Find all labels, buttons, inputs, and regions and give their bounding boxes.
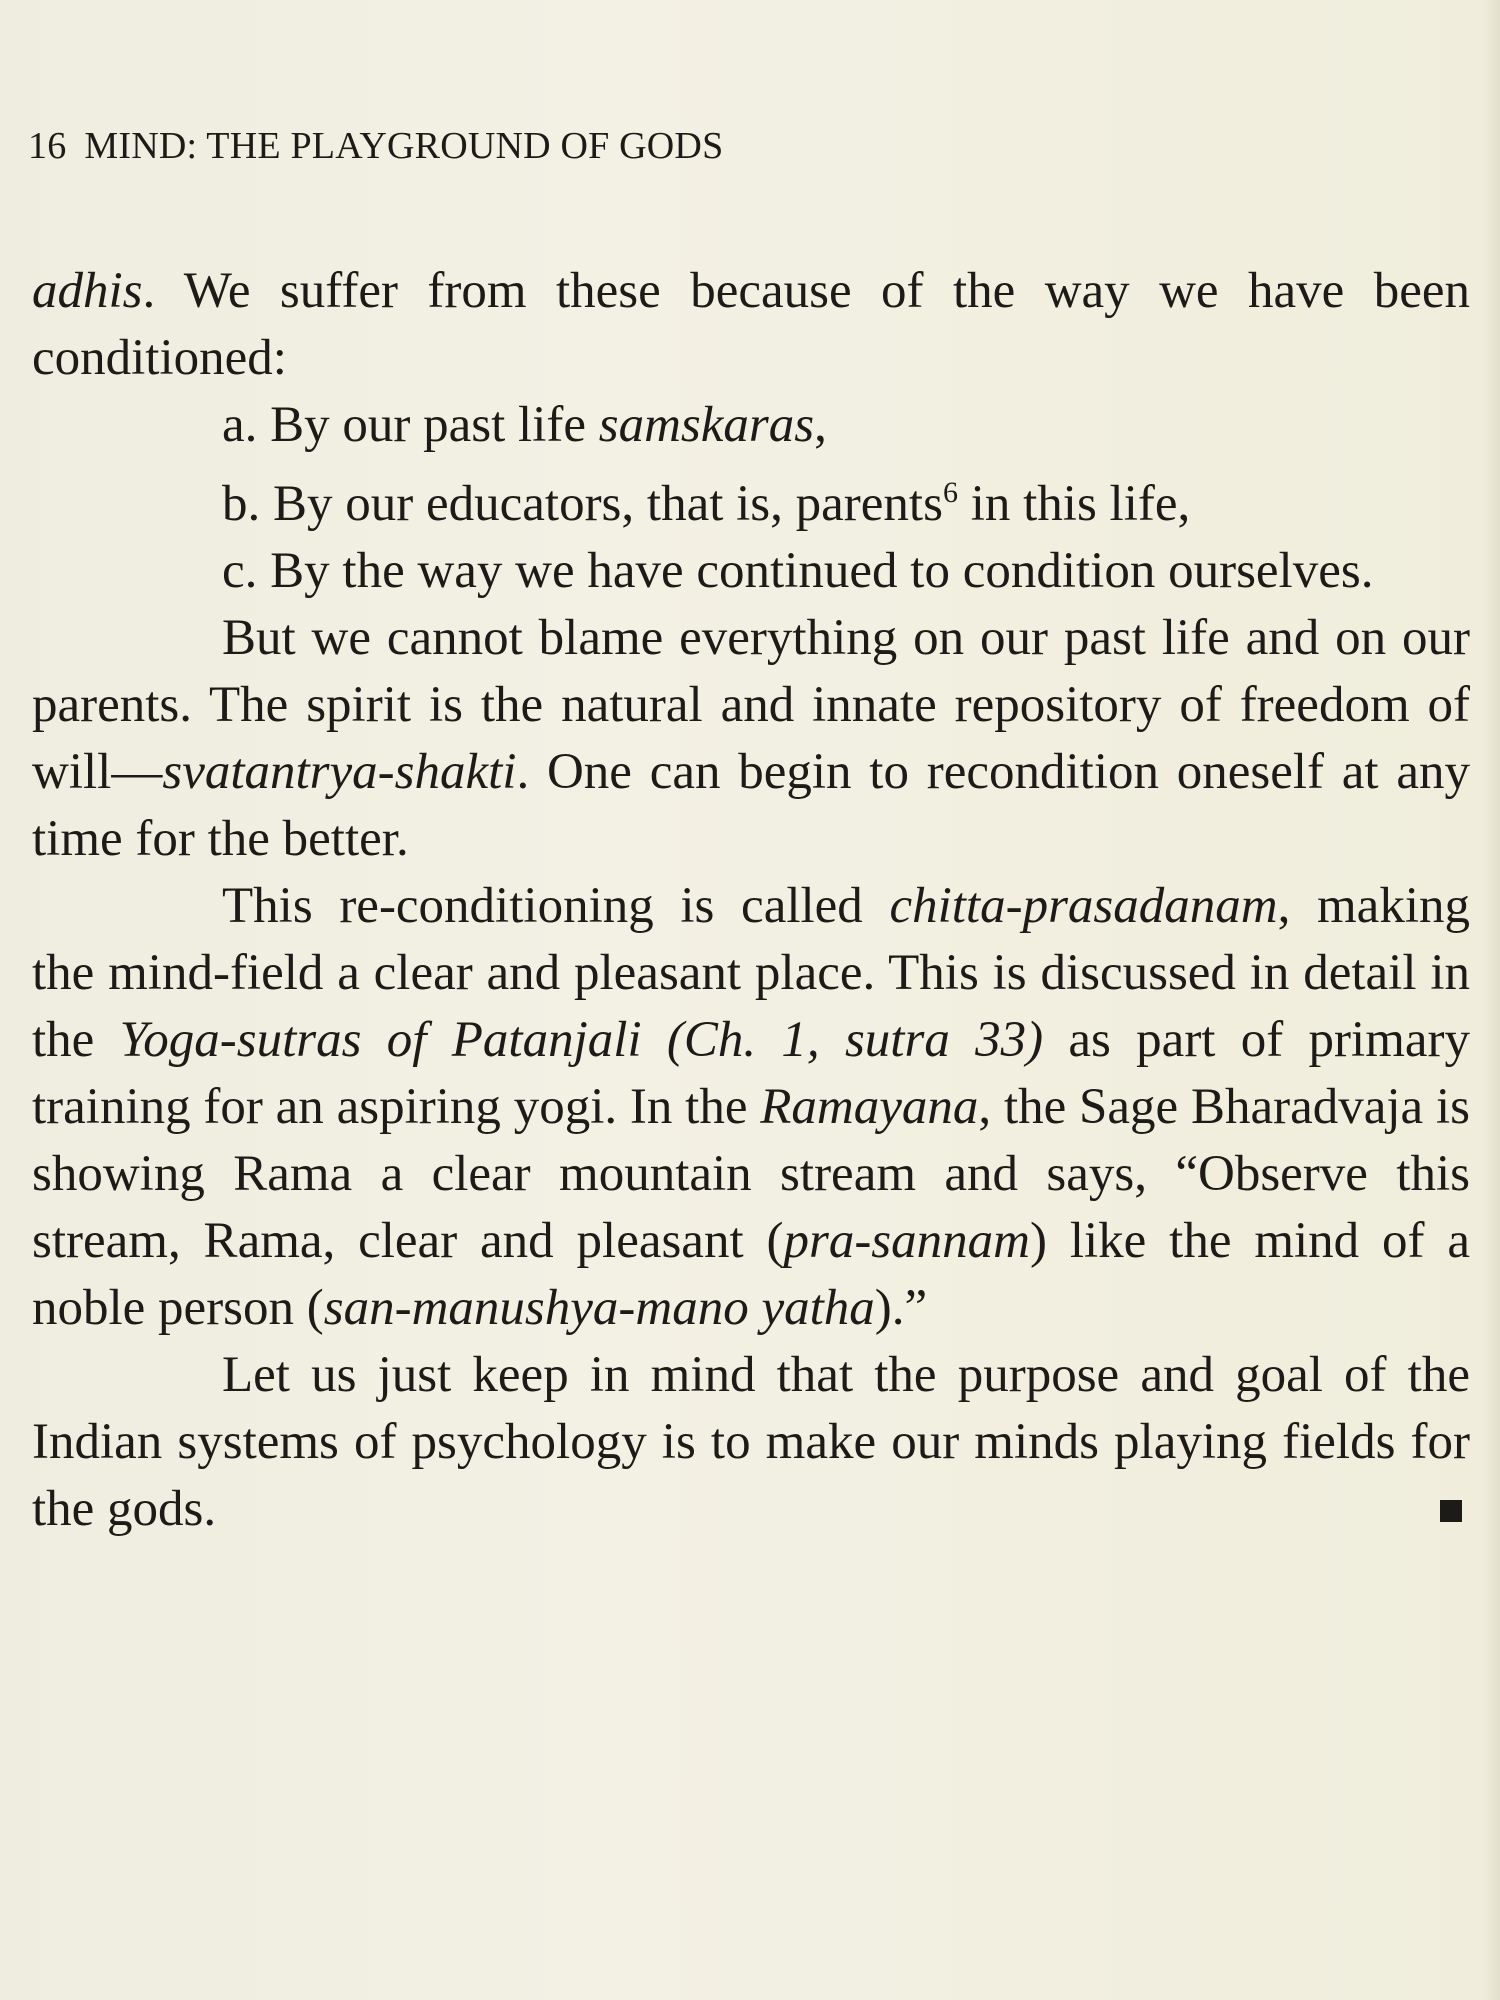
paragraph-3-text-6: ).” — [874, 1280, 928, 1336]
paragraph-2-text-1: But we cannot blame everything on our past life and on our parents. The spirit is the natural and innate repository of freedom of will— — [32, 610, 1470, 800]
end-of-chapter-mark — [1440, 1500, 1462, 1522]
footnote-marker: 6 — [942, 476, 958, 509]
list-item-c-text: c. By the way we have continued to condition ourselves. — [222, 543, 1374, 599]
list-item-a-after: , — [814, 397, 827, 453]
paragraph-3-text-1: This re-conditioning is called — [222, 878, 890, 934]
paragraph-4 — [32, 1342, 1470, 1543]
list-item-a-text: a. By our past life — [222, 397, 599, 453]
paragraph-3-italic-3: Ramayana — [760, 1079, 979, 1135]
paragraph-3-italic-5: san-manushya-mano yatha — [323, 1280, 875, 1336]
body-text — [32, 258, 1470, 1543]
list-item-b — [32, 459, 1470, 538]
paragraph-3-italic-1: chitta-prasadanam — [889, 878, 1278, 934]
paragraph-1 — [32, 258, 1470, 392]
page-number: 16 — [28, 125, 67, 167]
paragraph-3-italic-2: Yoga-sutras of Patanjali (Ch. 1, sutra 33) — [119, 1012, 1044, 1068]
running-header — [28, 124, 723, 168]
spine-shadow — [1482, 0, 1500, 2000]
list-item-a — [32, 392, 1470, 459]
paragraph-2-italic: svatantrya-shakti — [162, 744, 517, 800]
paragraph-3-text-5: ) like the mind of a noble person ( — [32, 1213, 1470, 1336]
running-title: MIND: THE PLAYGROUND OF GODS — [84, 125, 724, 167]
list-item-a-italic: samskaras — [598, 397, 815, 453]
paragraph-3-italic-4: pra-sannam — [783, 1213, 1030, 1269]
list-item-b-text: b. By our educators, that is, parents — [222, 476, 943, 532]
paragraph-2-text-2: . One can begin to recondition oneself at any time for the better. — [32, 744, 1470, 867]
paragraph-4-text: Let us just keep in mind that the purpose and goal of the Indian systems of psychology is to make our minds playing fields for the gods. — [32, 1347, 1470, 1537]
paragraph-2 — [32, 605, 1470, 873]
paragraph-3-text-2: , making the mind-field a clear and pleasant place. This is discussed in detail in the — [32, 878, 1470, 1068]
paragraph-1-text: . We suffer from these because of the way we have been conditioned: — [32, 263, 1470, 386]
paragraph-3-text-3: as part of primary training for an aspiring yogi. In the — [32, 1012, 1470, 1135]
paragraph-3-text-4: , the Sage Bharadvaja is showing Rama a clear mountain stream and says, “Observe this stream, Rama, clear and pleasant ( — [32, 1079, 1470, 1269]
list-item-c — [32, 538, 1470, 605]
paragraph-1-italic: adhis — [32, 263, 143, 319]
list-item-b-after: in this life, — [957, 476, 1191, 532]
paragraph-3 — [32, 873, 1470, 1342]
